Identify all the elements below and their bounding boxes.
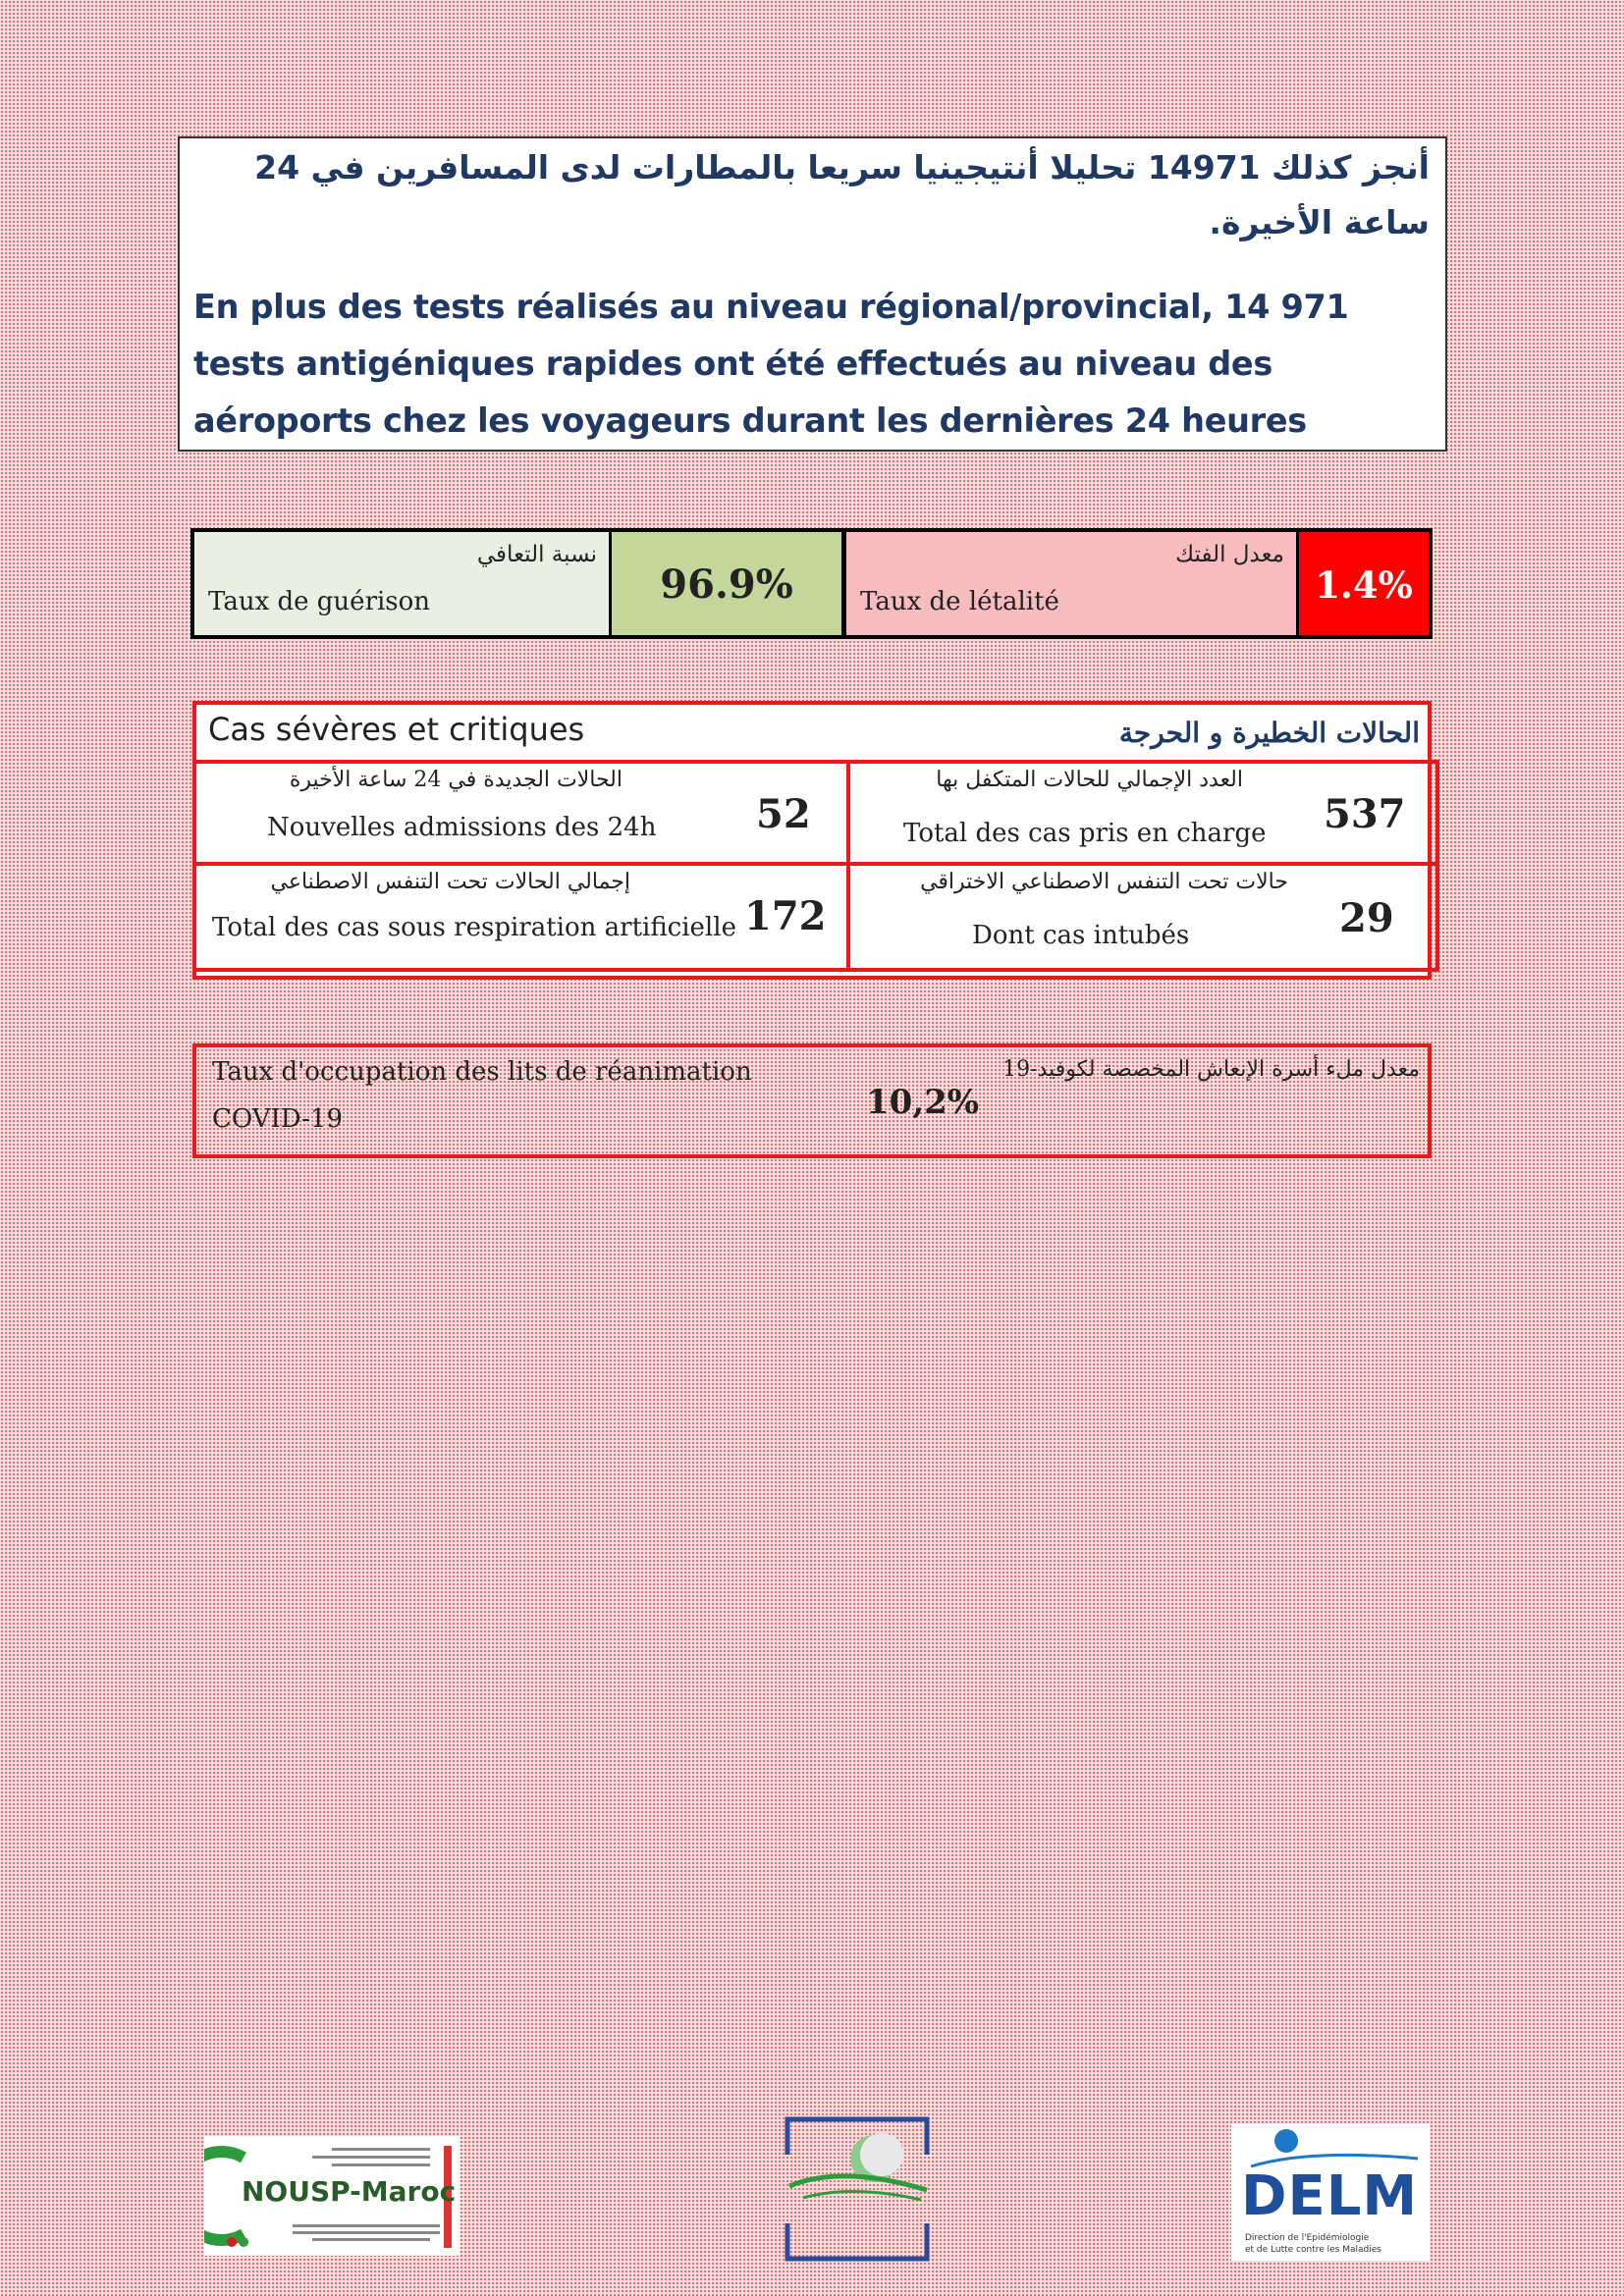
occupancy-rate: 10,2%	[866, 1083, 980, 1122]
recovery-label-cell	[194, 532, 609, 635]
recovery-label-ar: نسبة التعافي	[476, 542, 597, 567]
new-admissions-cell	[192, 760, 850, 866]
new-admissions-label-ar: الحالات الجديدة في 24 ساعة الأخيرة	[289, 768, 623, 792]
delm-logo-text: DELM	[1241, 2164, 1419, 2228]
total-cases-cell	[846, 760, 1439, 866]
delm-subtitle-line2: et de Lutte contre les Maladies	[1245, 2245, 1381, 2255]
total-cases-label-fr: Total des cas pris en charge	[903, 819, 1267, 848]
occupancy-label-fr-line1: Taux d'occupation des lits de réanimation	[212, 1057, 752, 1087]
severe-cases-box	[192, 701, 1432, 980]
total-cases-label-ar: العدد الإجمالي للحالات المتكفل بها	[936, 768, 1243, 792]
intro-french-text: En plus des tests réalisés au niveau régional/provincial, 14 971 tests antigéniques rapides ont été effectués au niveau des aéroports chez les voyageurs durant les dernières 24 heures	[193, 288, 1349, 440]
intubated-label-ar: حالات تحت التنفس الاصطناعي الاختراقي	[920, 870, 1288, 894]
new-admissions-value: 52	[756, 791, 811, 837]
intro-box	[178, 136, 1447, 452]
lethality-rate: 1.4%	[1315, 563, 1413, 607]
severe-title-ar: الحالات الخطيرة و الحرجة	[1118, 717, 1420, 749]
delm-logo	[1231, 2123, 1430, 2261]
occupancy-label-fr-line2: COVID-19	[212, 1104, 343, 1134]
intubated-label-fr: Dont cas intubés	[972, 921, 1190, 950]
rates-box	[190, 528, 1433, 639]
lethality-label-ar: معدل الفتك	[1175, 542, 1284, 567]
artificial-respiration-label-fr: Total des cas sous respiration artificielle	[212, 913, 736, 942]
center-emblem-logo	[784, 2115, 931, 2263]
new-admissions-label-fr: Nouvelles admissions des 24h	[267, 813, 657, 842]
intro-arabic-text: أنجز كذلك 14971 تحليلا أنتيجينيا سريعا بالمطارات لدى المسافرين في 24 ساعة الأخيرة.	[254, 148, 1430, 241]
intubated-value: 29	[1339, 895, 1394, 941]
nousp-logo	[204, 2136, 460, 2256]
lethality-label-fr: Taux de létalité	[860, 587, 1059, 616]
icu-occupancy-box	[192, 1043, 1432, 1158]
delm-subtitle-line1: Direction de l'Epidémiologie	[1245, 2233, 1370, 2243]
occupancy-label-ar: معدل ملء أسرة الإنعاش المخصصة لكوفيد-19	[1002, 1057, 1420, 1082]
nousp-logo-text: NOUSP-Maroc	[242, 2175, 457, 2208]
lethality-value-cell	[1299, 532, 1429, 635]
lethality-label-cell	[846, 532, 1296, 635]
emblem-icon	[784, 2115, 931, 2263]
recovery-label-fr: Taux de guérison	[208, 587, 431, 616]
recovery-rate: 96.9%	[660, 561, 793, 608]
artificial-respiration-label-ar: إجمالي الحالات تحت التنفس الاصطناعي	[270, 870, 630, 894]
total-cases-value: 537	[1324, 791, 1406, 837]
artificial-respiration-value: 172	[744, 893, 827, 939]
severe-title-fr: Cas sévères et critiques	[208, 711, 585, 748]
artificial-respiration-cell	[192, 862, 850, 972]
intubated-cell	[846, 862, 1439, 972]
recovery-value-cell	[612, 532, 841, 635]
